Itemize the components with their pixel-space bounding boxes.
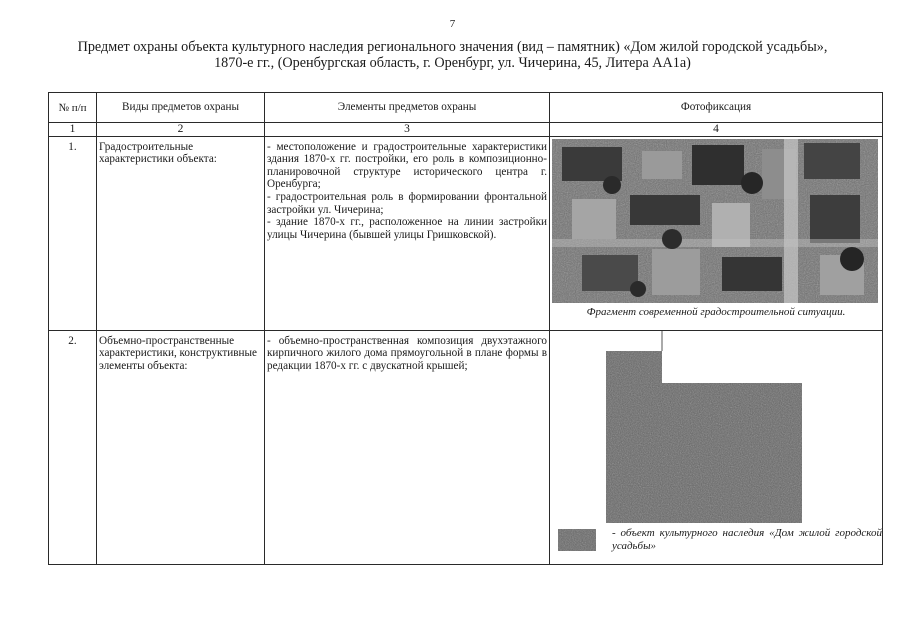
legend-caption: - объект культурного наследия «Дом жилой городской усадьбы» (612, 526, 882, 552)
photo-caption: Фрагмент современной градостроительной ситуации. (586, 305, 846, 318)
element-item: - градостроительная роль в формировании фронтальной застройки ул. Чичерина; (267, 190, 547, 216)
title-line-1: Предмет охраны объекта культурного наследия регионального значения (вид – памятник) «Дом жилой городской усадьбы», (77, 39, 828, 55)
header-row (49, 93, 883, 123)
protection-type: Объемно-пространственные характеристики, конструктивные элементы объекта: (97, 330, 265, 564)
photo-cell (550, 136, 883, 330)
row-number: 2. (49, 330, 97, 564)
header-num: № п/п (49, 93, 97, 123)
element-item: - местоположение и градостроительные характеристики здания 1870-х гг. постройки, его роль в композиционно-планировочной структуре исторического центра г. Оренбурга; (267, 140, 547, 191)
element-item: - здание 1870-х гг., расположенное на линии застройки улицы Чичерина (бывшей улицы Гришковской). (267, 216, 547, 241)
column-number-row (49, 123, 883, 137)
table-row (49, 136, 883, 330)
photo-cell (550, 330, 883, 564)
column-number: 1 (49, 123, 97, 137)
title-line-2: 1870-е гг., (Оренбургская область, г. Оренбург, ул. Чичерина, 45, Литера АА1а) (214, 55, 691, 71)
page-title (40, 39, 865, 71)
column-number: 2 (97, 123, 265, 137)
row-number: 1. (49, 136, 97, 330)
site-plan-area (550, 331, 882, 564)
protection-type: Градостроительные характеристики объекта: (97, 136, 265, 330)
header-photo: Фотофиксация (550, 93, 883, 123)
column-number: 3 (265, 123, 550, 137)
protection-elements (265, 136, 550, 330)
page-number: 7 (449, 18, 456, 30)
legend-swatch (558, 529, 596, 551)
site-plan (606, 331, 876, 523)
column-number: 4 (550, 123, 883, 137)
table-row (49, 330, 883, 564)
element-item: - объемно-пространственная композиция двухэтажного кирпичного жилого дома прямоугольной в плане формы в редакции 1870-х гг. с двускатной крышей; (267, 334, 547, 372)
header-elements: Элементы предметов охраны (265, 93, 550, 123)
aerial-photo (552, 139, 878, 303)
protection-elements (265, 330, 550, 564)
header-type: Виды предметов охраны (97, 93, 265, 123)
protection-table (48, 92, 883, 565)
